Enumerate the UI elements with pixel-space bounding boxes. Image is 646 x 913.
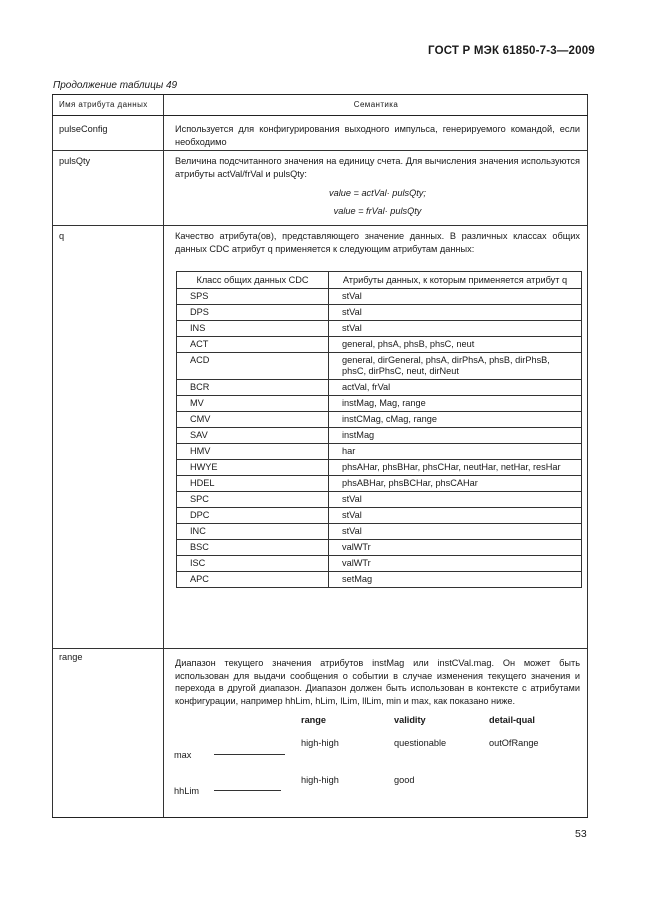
- cdc-name: BSC: [177, 540, 329, 556]
- cdc-name: HMV: [177, 444, 329, 460]
- diagram-header-range: range: [301, 715, 327, 725]
- cdc-name: SPS: [177, 289, 329, 305]
- cdc-name: MV: [177, 396, 329, 412]
- cdc-attributes: stVal: [329, 321, 582, 337]
- cdc-attributes: stVal: [329, 492, 582, 508]
- row-divider: [52, 150, 588, 151]
- attribute-name: pulsQty: [59, 156, 91, 166]
- cdc-name: ISC: [177, 556, 329, 572]
- column-header-semantics: Семантика: [353, 100, 399, 109]
- table-row: [177, 412, 582, 428]
- validity-value: questionable: [394, 738, 447, 748]
- cdc-attributes: phsAHar, phsBHar, phsCHar, neutHar, netHar, resHar: [329, 460, 582, 476]
- cdc-attributes: general, phsA, phsB, phsC, neut: [329, 337, 582, 353]
- cdc-attributes: actVal, frVal: [329, 380, 582, 396]
- cdc-attributes: instMag, Mag, range: [329, 396, 582, 412]
- cdc-attributes: instCMag, cMag, range: [329, 412, 582, 428]
- cdc-name: INS: [177, 321, 329, 337]
- limit-line-max: [214, 754, 285, 755]
- cdc-attributes: setMag: [329, 572, 582, 588]
- cdc-name: DPC: [177, 508, 329, 524]
- detail-qual-value: outOfRange: [489, 738, 539, 748]
- table-row: [177, 353, 582, 380]
- table-row: [177, 305, 582, 321]
- cdc-attributes: valWTr: [329, 540, 582, 556]
- cdc-attributes: stVal: [329, 524, 582, 540]
- validity-value: good: [394, 775, 415, 785]
- cdc-attributes: stVal: [329, 508, 582, 524]
- table-row: [177, 289, 582, 305]
- table-row: [177, 508, 582, 524]
- diagram-header-validity: validity: [394, 715, 426, 725]
- document-header: ГОСТ Р МЭК 61850-7-3—2009: [428, 45, 595, 57]
- cdc-column-header: Класс общих данных CDC: [177, 272, 329, 289]
- attributes-column-header: Атрибуты данных, к которым применяется атрибут q: [329, 272, 582, 289]
- cdc-name: HDEL: [177, 476, 329, 492]
- range-value: high-high: [301, 738, 339, 748]
- limit-label: max: [174, 750, 192, 760]
- header-divider: [52, 115, 588, 116]
- table-row: [177, 396, 582, 412]
- attribute-name: q: [59, 231, 65, 241]
- table-row: [177, 476, 582, 492]
- table-row: [177, 540, 582, 556]
- cdc-name: ACT: [177, 337, 329, 353]
- cdc-attributes: phsABHar, phsBCHar, phsCAHar: [329, 476, 582, 492]
- table-row: [177, 556, 582, 572]
- cdc-name: DPS: [177, 305, 329, 321]
- table-row: [177, 460, 582, 476]
- attribute-table: [52, 94, 588, 818]
- attribute-semantics: Используется для конфигурирования выходного импульса, генерируемого командой, если необходимо: [175, 124, 580, 147]
- limit-label: hhLim: [174, 786, 200, 796]
- cdc-attributes: general, dirGeneral, phsA, dirPhsA, phsB, dirPhsB, phsC, dirPhsC, neut, dirNeut: [329, 353, 582, 380]
- table-row: [177, 337, 582, 353]
- cdc-name: APC: [177, 572, 329, 588]
- table-border-right: [587, 95, 588, 817]
- row-divider: [52, 648, 588, 649]
- table-row: [177, 428, 582, 444]
- cdc-attribute-table: [176, 271, 582, 588]
- attribute-semantics: Величина подсчитанного значения на единицу счета. Для вычисления значения используются атрибуты actVal/frVal и pulsQty:: [175, 156, 580, 179]
- cdc-attributes: valWTr: [329, 556, 582, 572]
- cdc-attributes: instMag: [329, 428, 582, 444]
- attribute-name: range: [59, 652, 83, 662]
- attribute-semantics: Качество атрибута(ов), представляющего значение данных. В различных классах общих данных CDC атрибут q применяется к следующим атрибутам данных:: [175, 231, 580, 254]
- cdc-name: ACD: [177, 353, 329, 380]
- diagram-header-detail-qual: detail-qual: [489, 715, 535, 725]
- table-row: [177, 572, 582, 588]
- formula-actval: value = actVal· pulsQty;: [329, 188, 426, 198]
- range-value: high-high: [301, 775, 339, 785]
- table-row: [177, 492, 582, 508]
- formula-frval: value = frVal· pulsQty: [333, 206, 422, 216]
- table-row: [177, 524, 582, 540]
- column-divider: [163, 95, 164, 817]
- row-divider: [52, 225, 588, 226]
- cdc-attributes: har: [329, 444, 582, 460]
- cdc-name: SPC: [177, 492, 329, 508]
- cdc-name: CMV: [177, 412, 329, 428]
- cdc-name: BCR: [177, 380, 329, 396]
- cdc-name: INC: [177, 524, 329, 540]
- cdc-name: HWYE: [177, 460, 329, 476]
- table-border-left: [52, 95, 53, 817]
- column-header-name: Имя атрибута данных: [59, 100, 148, 109]
- table-caption: Продолжение таблицы 49: [53, 80, 178, 91]
- table-row: [177, 380, 582, 396]
- table-row: [177, 321, 582, 337]
- page-number: 53: [575, 828, 587, 840]
- cdc-attributes: stVal: [329, 289, 582, 305]
- limit-line-hhlim: [214, 790, 281, 791]
- attribute-semantics: Диапазон текущего значения атрибутов instMag или instCVal.mag. Он может быть использован для выдачи сообщения о событии в случае изменения текущего значения и перехода в другой диапазон. Диапазон должен быть использован в контексте с атрибутами конфигурации, например hhLim, hLim, lLim, llLim, min и max, как показано ниже.: [175, 658, 580, 706]
- attribute-name: pulseConfig: [59, 124, 108, 134]
- cdc-attributes: stVal: [329, 305, 582, 321]
- table-row: [177, 444, 582, 460]
- cdc-name: SAV: [177, 428, 329, 444]
